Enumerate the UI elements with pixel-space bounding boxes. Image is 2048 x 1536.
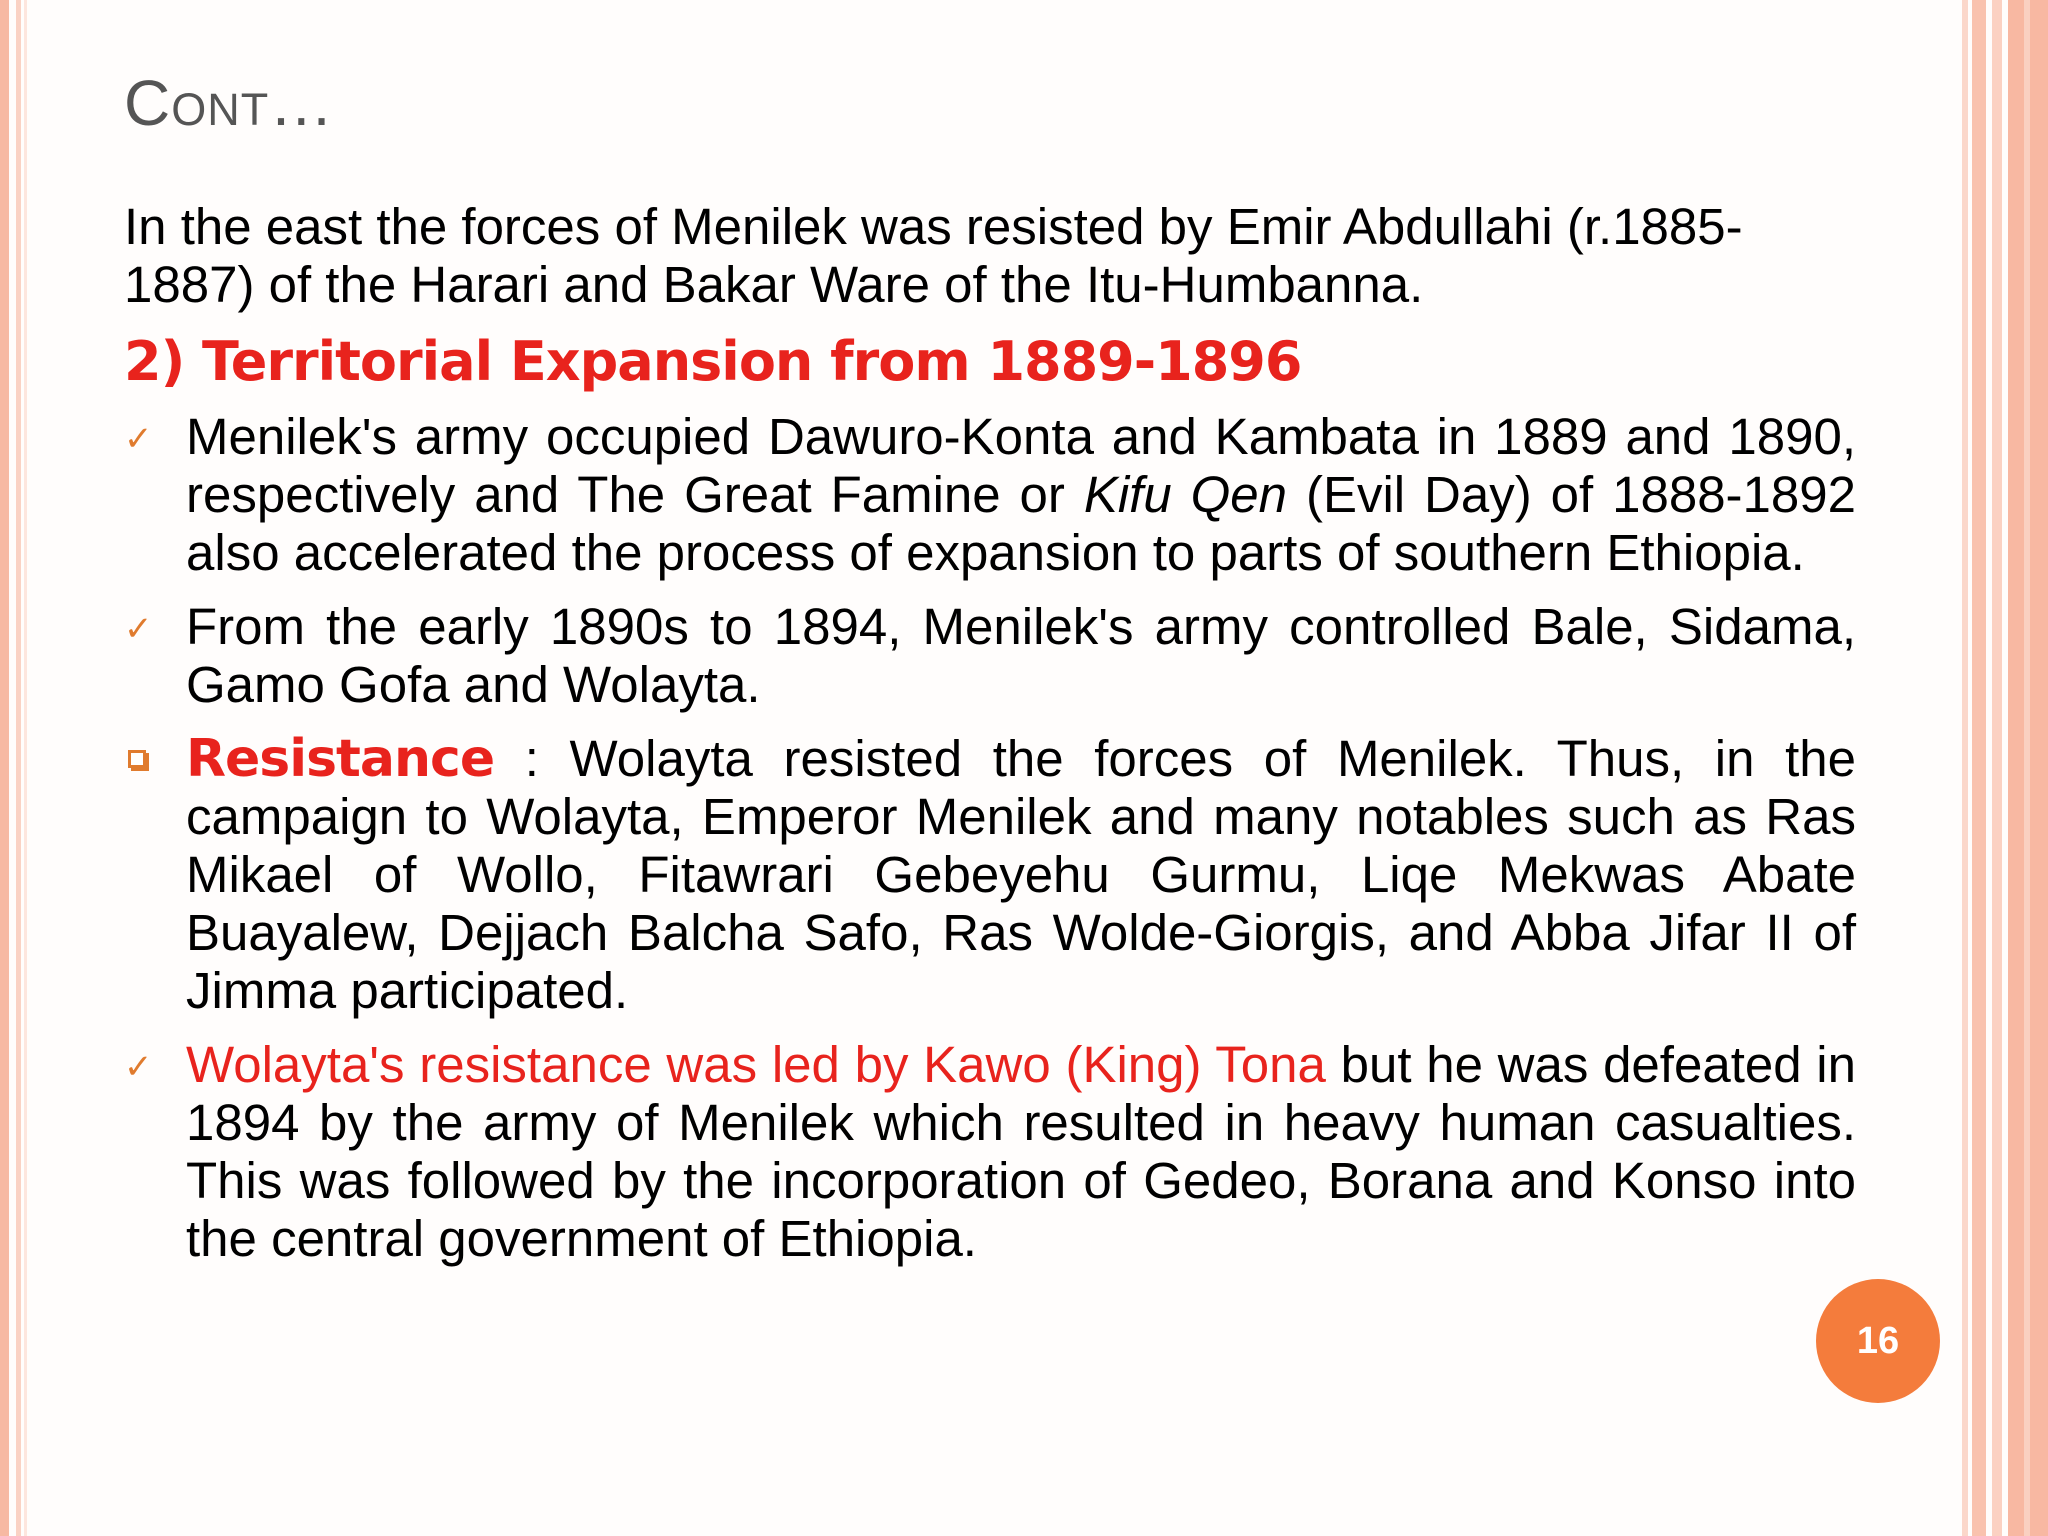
bullet-highlight: Wolayta's resistance was led by Kawo (King) Tona [186,1036,1326,1093]
right-decor-stripe [1962,0,1968,1536]
slide-title: Cont… [124,67,335,139]
bullet-item [124,1036,1856,1268]
check-icon: ✓ [124,610,153,648]
left-decor-stripe [24,0,27,1536]
check-icon: ✓ [124,1048,153,1086]
bullet-item [124,408,1856,582]
right-decor-stripe [2024,0,2030,1536]
right-decor-stripe [1972,0,1986,1536]
bullet-item [124,730,1856,1020]
left-decor-stripe [16,0,21,1536]
bullet-text: but he was defeated in 1894 by the army of Menilek which resulted in heavy human casualties. This was followed by the incorporation of Gedeo, Borana and Konso into the central government of Ethiopia. [186,1036,1856,1267]
check-icon: ✓ [124,420,153,458]
intro-paragraph: In the east the forces of Menilek was resisted by Emir Abdullahi (r.1885-1887) of the Harari and Bakar Ware of the Itu-Humbanna. [124,198,1743,313]
square-bullet-icon [124,730,164,788]
bullet-text: From the early 1890s to 1894, Menilek's army controlled Bale, Sidama, Gamo Gofa and Wolayta. [186,598,1856,713]
page-number-badge: 16 [1816,1279,1940,1403]
bullet-item [124,598,1856,714]
bullet-text: Menilek's army occupied Dawuro-Konta and Kambata in 1889 and 1890, respectively and The Great Famine or [186,408,1856,523]
bullet-heading: Resistance [186,729,495,789]
slide-content [124,198,1856,1284]
bullet-text: : Wolayta resisted the forces of Menilek. Thus, in the campaign to Wolayta, Emperor Menilek and many notables such as Ras Mikael of Wollo, Fitawrari Gebeyehu Gurmu, Liqe Mekwas Abate Buayalew, Dejjach Balcha Safo, Ras Wolde-Giorgis, and Abba Jifar II of Jimma participated. [186,730,1856,1019]
bullet-text: (Evil Day) of 1888-1892 also accelerated the process of expansion to parts of southern Ethiopia. [186,466,1856,581]
right-decor-stripe [1992,0,2002,1536]
section-subheading: 2) Territorial Expansion from 1889-1896 [124,330,1302,393]
bullet-italic-term: Kifu Qen [1083,466,1288,523]
left-decor-stripe [0,0,9,1536]
